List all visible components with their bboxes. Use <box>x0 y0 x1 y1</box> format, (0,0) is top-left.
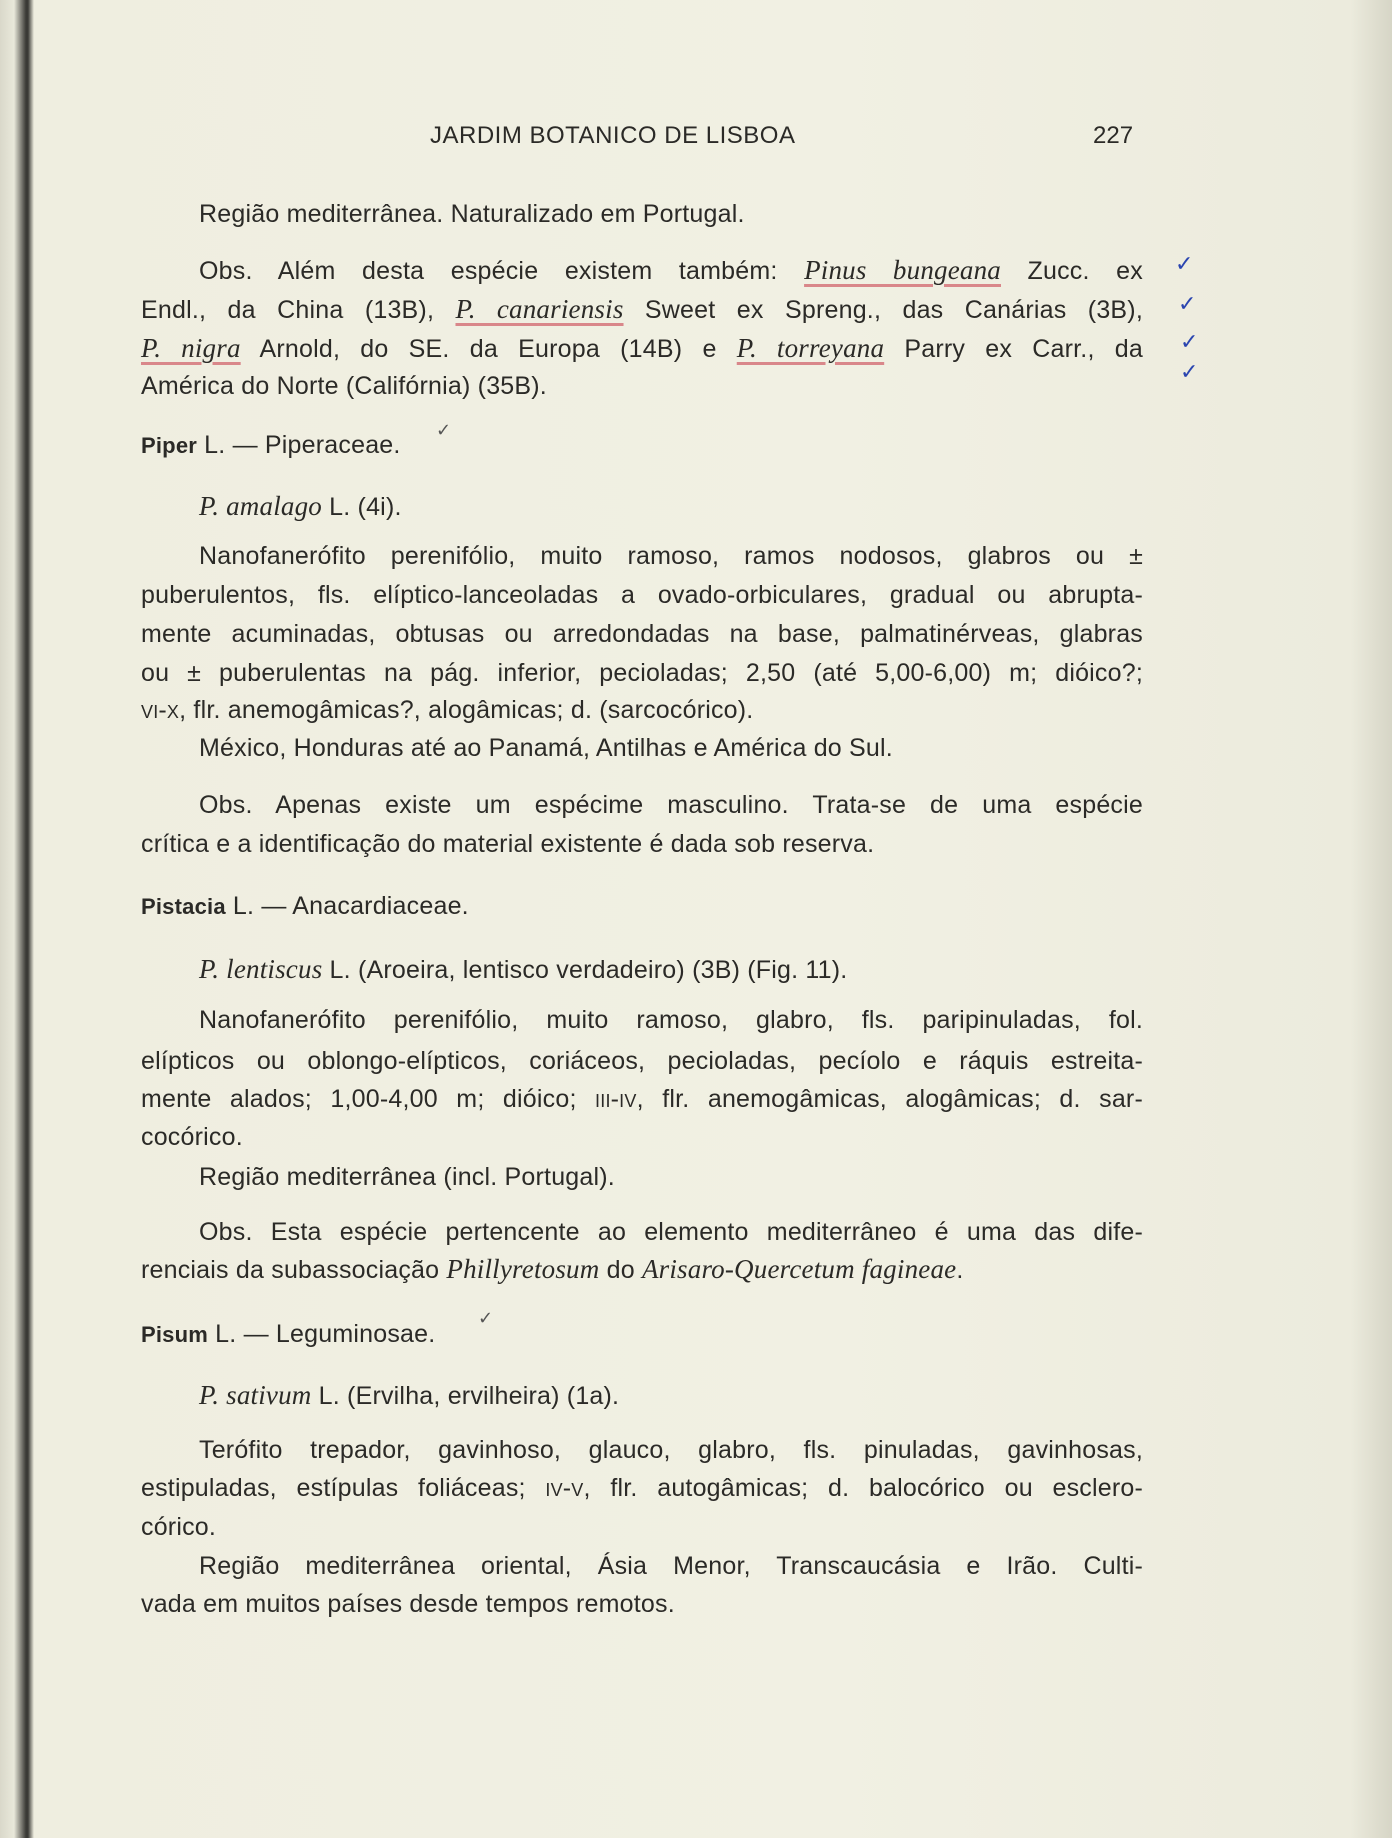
text-segment: córico. <box>141 1513 217 1541</box>
species-name: P. sativum <box>199 1380 312 1410</box>
text-segment: ou ± puberulentas na pág. inferior, pecioladas; 2,50 (até 5,00-6,00) m; dióico?; <box>141 659 1143 687</box>
text-segment: Zucc. ex <box>1001 257 1143 285</box>
text-segment: Obs. Além desta espécie existem também: <box>199 257 805 285</box>
text-segment: L. — Leguminosae. <box>208 1320 436 1348</box>
text-line <box>141 367 1143 405</box>
text-segment: Nanofanerófito perenifólio, muito ramoso, glabro, fls. paripinuladas, fol. <box>199 1006 1143 1034</box>
text-segment: vada em muitos países desde tempos remotos. <box>141 1590 675 1618</box>
text-segment: elípticos ou oblongo-elípticos, coriáceos, pecioladas, pecíolo e ráquis estreita- <box>141 1047 1143 1075</box>
text-line <box>141 1250 1143 1288</box>
text-line <box>141 825 1143 863</box>
text-line <box>141 426 1143 464</box>
blue-check-mark-icon: ✓ <box>1180 360 1199 385</box>
text-segment: Terófito trepador, gavinhoso, glauco, glabro, fls. pinuladas, gavinhosas, <box>199 1436 1143 1464</box>
text-line <box>141 887 1143 925</box>
text-segment: Sweet ex Spreng., das Canárias (3B), <box>623 296 1143 324</box>
text-segment: L. — Piperaceae. <box>197 431 401 459</box>
header-title: JARDIM BOTANICO DE LISBOA <box>430 122 796 149</box>
species-name: Phillyretosum <box>446 1254 600 1284</box>
text-line <box>199 1213 1143 1251</box>
text-segment: cocórico. <box>141 1123 243 1151</box>
text-segment: L. (4i). <box>322 493 402 521</box>
text-segment: Arnold, do SE. da Europa (14B) e <box>240 335 737 363</box>
text-line <box>141 615 1143 653</box>
text-segment: . <box>956 1256 964 1284</box>
text-segment: América do Norte (Califórnia) (35B). <box>141 372 547 400</box>
text-segment: Parry ex Carr., da <box>884 335 1143 363</box>
species-name: Pinus bungeana <box>804 255 1001 285</box>
text-line <box>199 1158 1143 1196</box>
blue-check-mark-icon: ✓ <box>1180 330 1199 355</box>
text-line <box>199 1376 1143 1414</box>
text-line <box>141 329 1143 367</box>
text-line <box>141 1080 1143 1118</box>
text-line <box>141 1118 1143 1156</box>
text-segment: puberulentos, fls. elíptico-lanceoladas a ovado-orbiculares, gradual ou abrupta- <box>141 581 1143 609</box>
text-segment: Região mediterrânea. Naturalizado em Portugal. <box>199 200 745 228</box>
text-line <box>199 487 1143 525</box>
text-line <box>141 1508 1143 1546</box>
text-segment: , flr. anemogâmicas, alogâmicas; d. sar- <box>636 1085 1143 1113</box>
text-segment: vi-x <box>141 696 180 724</box>
text-line <box>199 729 1143 767</box>
text-segment: crítica e a identificação do material existente é dada sob reserva. <box>141 830 875 858</box>
text-line <box>141 1469 1143 1507</box>
page-number: 227 <box>1093 122 1134 149</box>
genus-heading: Piper <box>141 433 198 458</box>
species-name: Arisaro-Quercetum fagineae <box>641 1254 957 1284</box>
text-segment: iv-v <box>545 1474 584 1502</box>
species-name: P. nigra <box>141 333 241 363</box>
text-line <box>141 1042 1143 1080</box>
text-segment: mente alados; 1,00-4,00 m; dióico; <box>141 1085 596 1113</box>
text-line <box>141 576 1143 614</box>
text-segment: Nanofanerófito perenifólio, muito ramoso, ramos nodosos, glabros ou ± <box>199 542 1143 570</box>
text-segment: , flr. anemogâmicas?, alogâmicas; d. (sarcocórico). <box>179 696 754 724</box>
text-segment: L. — Anacardiaceae. <box>225 892 469 920</box>
text-segment: L. (Ervilha, ervilheira) (1a). <box>311 1382 620 1410</box>
text-line <box>141 1315 1143 1353</box>
species-name: P. torreyana <box>736 333 885 363</box>
text-line <box>199 1547 1143 1585</box>
species-name: P. lentiscus <box>199 954 323 984</box>
text-line <box>199 537 1143 575</box>
text-segment: Obs. Apenas existe um espécime masculino. Trata-se de uma espécie <box>199 791 1143 819</box>
text-segment: , flr. autogâmicas; d. balocórico ou esclero- <box>583 1474 1143 1502</box>
text-line <box>199 950 1143 988</box>
text-segment: México, Honduras até ao Panamá, Antilhas e América do Sul. <box>199 734 893 762</box>
text-segment: Região mediterrânea (incl. Portugal). <box>199 1163 615 1191</box>
text-segment: Obs. Esta espécie pertencente ao elemento mediterrâneo é uma das dife- <box>199 1218 1143 1246</box>
text-segment: L. (Aroeira, lentisco verdadeiro) (3B) (Fig. 11). <box>322 956 848 984</box>
text-line <box>199 1431 1143 1469</box>
text-line <box>141 654 1143 692</box>
blue-check-mark-icon: ✓ <box>1175 252 1194 277</box>
species-name: P. canariensis <box>455 294 624 324</box>
blue-check-mark-icon: ✓ <box>1178 292 1197 317</box>
text-segment: estipuladas, estípulas foliáceas; <box>141 1474 546 1502</box>
text-line <box>141 691 1143 729</box>
genus-heading: Pisum <box>141 1322 209 1347</box>
text-line <box>199 195 1143 233</box>
species-name: P. amalago <box>199 491 323 521</box>
text-segment: Região mediterrânea oriental, Ásia Menor, Transcaucásia e Irão. Culti- <box>199 1552 1143 1580</box>
text-line <box>199 786 1143 824</box>
text-segment: mente acuminadas, obtusas ou arredondadas na base, palmatinérveas, glabras <box>141 620 1143 648</box>
text-segment: do <box>599 1256 642 1284</box>
text-line <box>141 1585 1143 1623</box>
pencil-check-mark-icon: ✓ <box>436 420 452 441</box>
genus-heading: Pistacia <box>141 894 226 919</box>
text-segment: iii-iv <box>595 1085 637 1113</box>
pencil-check-mark-icon: ✓ <box>478 1308 494 1329</box>
text-line <box>199 1001 1143 1039</box>
text-line <box>199 251 1143 289</box>
text-segment: Endl., da China (13B), <box>141 296 456 324</box>
text-segment: renciais da subassociação <box>141 1256 447 1284</box>
running-header <box>0 122 1392 162</box>
text-line <box>141 290 1143 328</box>
